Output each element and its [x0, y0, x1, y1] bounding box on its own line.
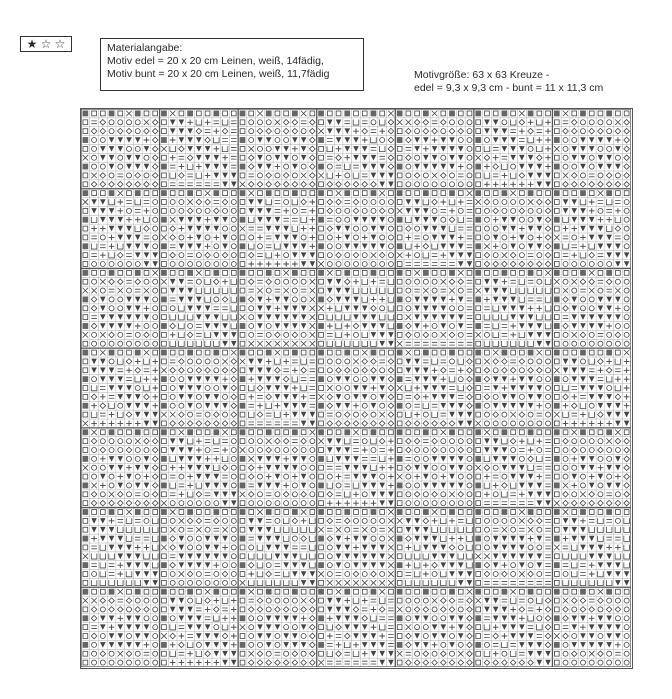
material-line-bunt: Motiv bunt = 20 x 20 cm Leinen, weiß, 11,7fädig [107, 68, 330, 80]
cross-stitch-chart [80, 108, 633, 669]
motif-dimensions-line: edel = 9,3 x 9,3 cm - bunt = 11 x 11,3 cm [414, 82, 604, 94]
stitch-grid [81, 109, 631, 667]
difficulty-rating [20, 36, 72, 52]
star-empty-icon: ☆ [54, 37, 66, 51]
star-filled-icon: ★ [26, 37, 38, 51]
star-empty-icon: ☆ [40, 37, 52, 51]
material-line-edel: Motiv edel = 20 x 20 cm Leinen, weiß, 14fädig, [107, 55, 324, 67]
material-box [100, 38, 364, 91]
material-heading: Materialangabe: [107, 42, 183, 54]
stitch-symbols [83, 111, 630, 666]
motif-size-line: Motivgröße: 63 x 63 Kreuze - [414, 69, 550, 81]
motif-size-info [414, 69, 603, 95]
